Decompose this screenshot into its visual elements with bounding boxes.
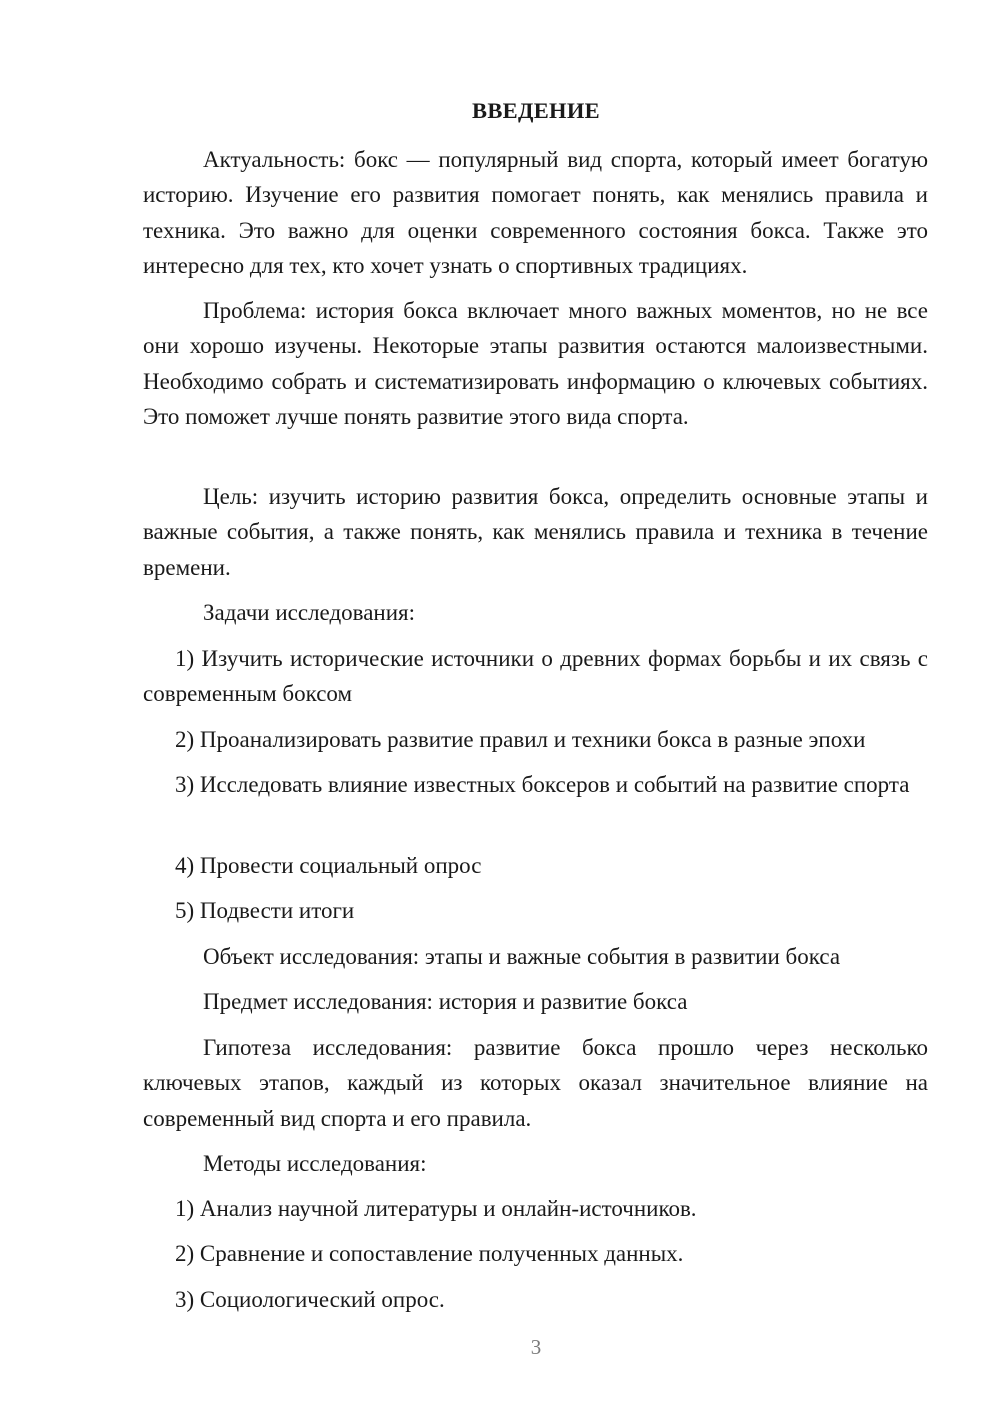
page-number: 3	[530, 1335, 542, 1359]
hypothesis-paragraph: Гипотеза исследования: развитие бокса прошло через несколько ключевых этапов, каждый из которых оказал значительное влияние на современный вид спорта и его правила.	[143, 1035, 928, 1131]
task-item-block	[143, 893, 928, 928]
method-item-block	[143, 1236, 928, 1271]
tasks-title-block	[143, 595, 928, 630]
goal-paragraph: Цель: изучить историю развития бокса, определить основные этапы и важные события, а также понять, как менялись правила и техника в течение времени.	[143, 484, 928, 580]
method-item-block	[143, 1282, 928, 1317]
task-item: 1) Изучить исторические источники о древних формах борьбы и их связь с современным боксом	[143, 646, 928, 707]
method-item: 2) Сравнение и сопоставление полученных данных.	[175, 1241, 684, 1266]
research-object: Объект исследования: этапы и важные события в развитии бокса	[203, 944, 841, 969]
method-item-block	[143, 1191, 928, 1226]
hypothesis-paragraph-block	[143, 1030, 928, 1136]
methods-title-block	[143, 1146, 928, 1181]
task-item: 4) Провести социальный опрос	[175, 853, 482, 878]
relevance-paragraph: Актуальность: бокс — популярный вид спорта, который имеет богатую историю. Изучение его развития помогает понять, как менялись правила и техника. Это важно для оценки современного состояния бокса. Также это интересно для тех, кто хочет узнать о спортивных традициях.	[143, 147, 928, 278]
problem-paragraph: Проблема: история бокса включает много важных моментов, но не все они хорошо изучены. Некоторые этапы развития остаются малоизвестными. Необходимо собрать и систематизировать информацию о ключевых событиях. Это поможет лучше понять развитие этого вида спорта.	[143, 298, 928, 429]
tasks-title: Задачи исследования:	[203, 600, 416, 625]
goal-paragraph-block	[143, 479, 928, 585]
task-item-block	[143, 722, 928, 757]
task-item: 5) Подвести итоги	[175, 898, 355, 923]
method-item: 1) Анализ научной литературы и онлайн-источников.	[175, 1196, 697, 1221]
task-item-block	[143, 848, 928, 883]
task-item: 2) Проанализировать развитие правил и техники бокса в разные эпохи	[175, 727, 866, 752]
task-item-block	[143, 767, 928, 802]
methods-title: Методы исследования:	[203, 1151, 427, 1176]
section-heading: ВВЕДЕНИЕ	[472, 98, 600, 123]
problem-paragraph-block	[143, 293, 928, 434]
task-item-block	[143, 641, 928, 712]
method-item: 3) Социологический опрос.	[175, 1287, 445, 1312]
subject-block	[143, 984, 928, 1019]
task-item: 3) Исследовать влияние известных боксеров и событий на развитие спорта	[175, 772, 910, 797]
relevance-paragraph-block	[143, 142, 928, 283]
object-block	[143, 939, 928, 974]
research-subject: Предмет исследования: история и развитие бокса	[203, 989, 688, 1014]
